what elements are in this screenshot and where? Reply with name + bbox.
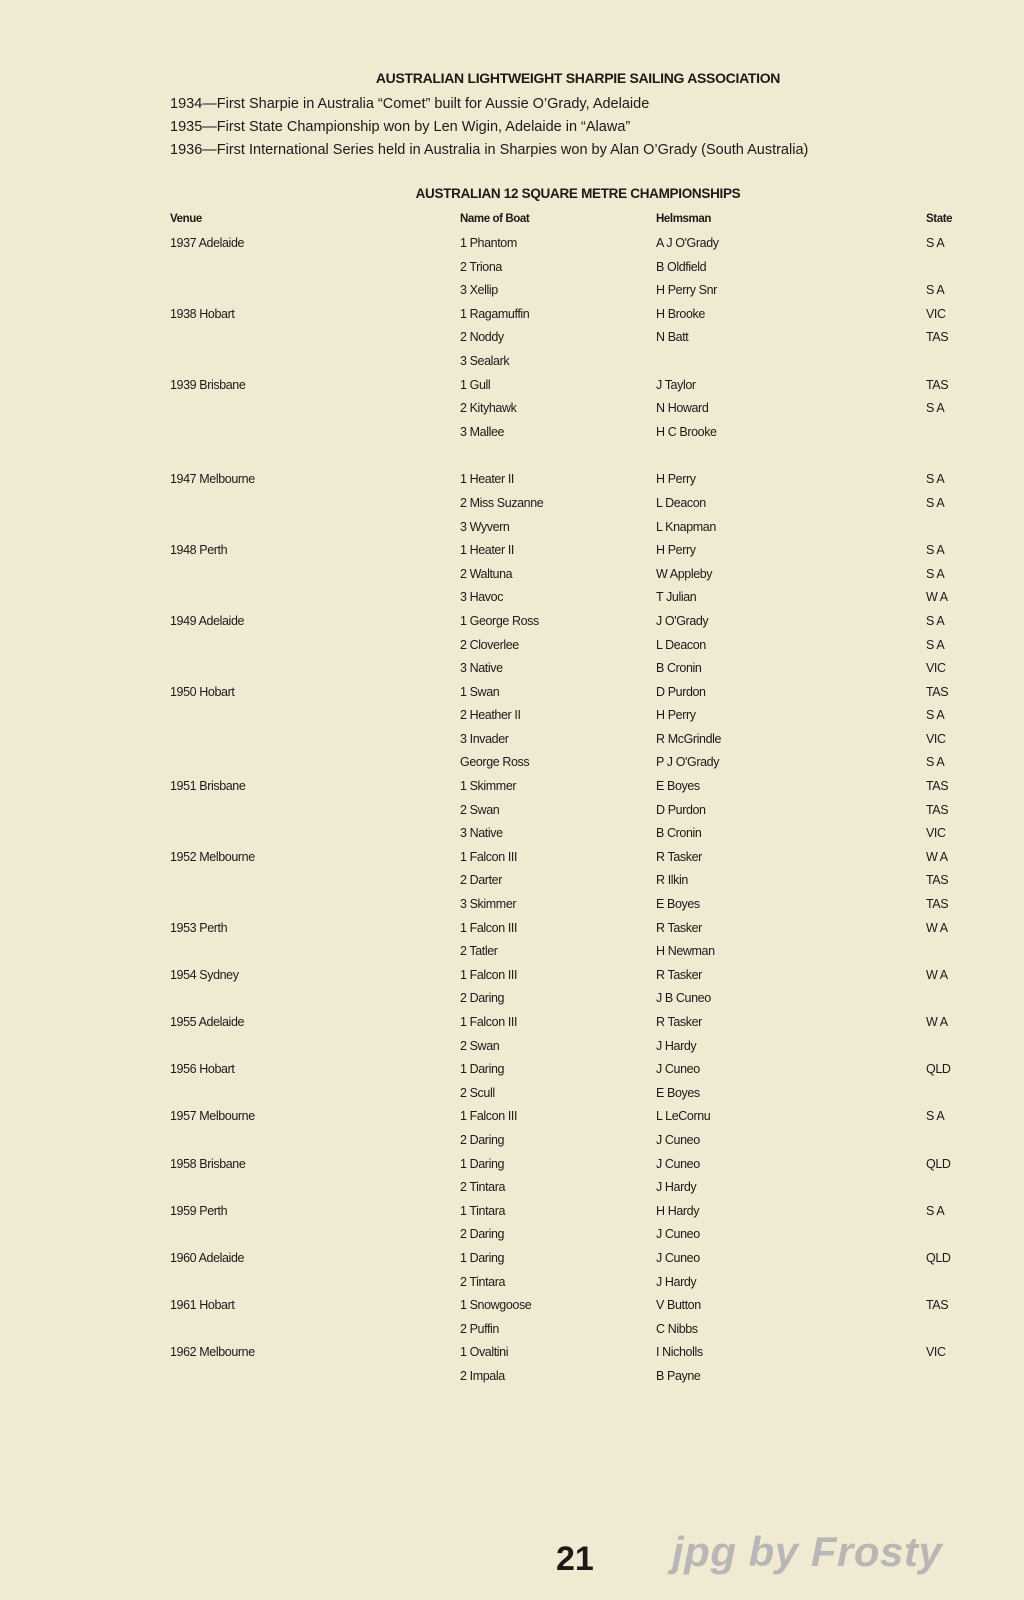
table-row	[0, 422, 1024, 446]
boat-cell: 1 Ragamuffin	[460, 306, 530, 321]
state-cell: VIC	[926, 661, 946, 676]
helmsman-cell: R Tasker	[656, 1015, 702, 1029]
state-cell: TAS	[926, 873, 949, 888]
state-cell: TAS	[926, 802, 949, 817]
row-spacer	[0, 445, 1024, 469]
history-line: 1935—First State Championship won by Len Wigin, Adelaide in “Alawa”	[170, 119, 631, 135]
state-cell: S A	[926, 236, 945, 250]
state-cell: QLD	[926, 1062, 951, 1077]
helmsman-cell: B Payne	[656, 1368, 701, 1383]
boat-cell: 1 Falcon III	[460, 849, 518, 864]
helmsman-column-header: Helmsman	[656, 213, 711, 225]
table-row	[0, 682, 1024, 706]
venue-cell: 1948 Perth	[170, 543, 228, 558]
table-row	[0, 988, 1024, 1012]
table-row	[0, 327, 1024, 351]
helmsman-cell: N Howard	[656, 401, 709, 416]
helmsman-cell: E Boyes	[656, 779, 700, 794]
venue-column-header: Venue	[170, 213, 202, 225]
table-row	[0, 752, 1024, 776]
venue-cell: 1960 Adelaide	[170, 1250, 245, 1265]
helmsman-cell: R McGrindle	[656, 731, 722, 746]
helmsman-cell: J Hardy	[656, 1038, 697, 1053]
boat-cell: 2 Darter	[460, 873, 502, 888]
helmsman-cell: R Tasker	[656, 849, 702, 864]
boat-cell: 3 Mallee	[460, 424, 505, 439]
helmsman-cell: E Boyes	[656, 897, 700, 912]
state-cell: TAS	[926, 897, 949, 912]
boat-cell: 1 Heater II	[460, 543, 514, 558]
table-row	[0, 965, 1024, 989]
state-cell: S A	[926, 637, 945, 652]
helmsman-cell: J O'Grady	[656, 613, 709, 628]
boat-cell: 2 Kityhawk	[460, 401, 517, 416]
boat-cell: 1 Snowgoose	[460, 1298, 532, 1313]
helmsman-cell: J Cuneo	[656, 1250, 700, 1265]
boat-cell: 1 Heater II	[460, 472, 514, 487]
boat-cell: 3 Havoc	[460, 590, 504, 605]
boat-cell: 1 Falcon III	[460, 920, 518, 935]
boat-cell: 1 Daring	[460, 1250, 505, 1265]
boat-cell: 1 Falcon III	[460, 1015, 518, 1029]
boat-cell: 1 Phantom	[460, 236, 517, 250]
helmsman-cell: H Newman	[656, 944, 715, 959]
boat-cell: 1 Falcon III	[460, 1109, 518, 1124]
table-row	[0, 304, 1024, 328]
state-cell: S A	[926, 708, 945, 723]
helmsman-cell: L Knapman	[656, 519, 716, 534]
helmsman-cell: C Nibbs	[656, 1321, 698, 1336]
table-row	[0, 941, 1024, 965]
boat-cell: 2 Tatler	[460, 944, 498, 959]
table-row	[0, 398, 1024, 422]
state-cell: S A	[926, 1109, 945, 1124]
state-cell: S A	[926, 495, 945, 510]
helmsman-cell: J Cuneo	[656, 1156, 700, 1171]
helmsman-cell: R Ilkin	[656, 873, 688, 888]
boat-cell: 2 Cloverlee	[460, 637, 519, 652]
association-title: AUSTRALIAN LIGHTWEIGHT SHARPIE SAILING ASSOCIATION	[375, 70, 781, 86]
table-header	[0, 210, 1024, 233]
boat-cell: 1 Gull	[460, 377, 491, 392]
table-row	[0, 1295, 1024, 1319]
table-row	[0, 1036, 1024, 1060]
table-row	[0, 280, 1024, 304]
boat-cell: 2 Puffin	[460, 1321, 499, 1336]
table-row	[0, 635, 1024, 659]
helmsman-cell: N Batt	[656, 330, 689, 345]
boat-cell: 2 Impala	[460, 1368, 505, 1383]
venue-cell: 1955 Adelaide	[170, 1015, 245, 1029]
venue-cell: 1953 Perth	[170, 920, 228, 935]
state-cell: W A	[926, 967, 948, 982]
helmsman-cell: J Taylor	[656, 377, 696, 392]
helmsman-cell: J Hardy	[656, 1274, 697, 1289]
boat-cell: 2 Tintara	[460, 1180, 506, 1195]
history-list	[170, 93, 808, 162]
table-row	[0, 894, 1024, 918]
boat-cell: 3 Skimmer	[460, 897, 517, 912]
table-row	[0, 1177, 1024, 1201]
boat-cell: 2 Triona	[460, 259, 502, 274]
table-row	[0, 611, 1024, 635]
venue-cell: 1954 Sydney	[170, 967, 239, 982]
venue-cell: 1951 Brisbane	[170, 779, 246, 794]
table-row	[0, 823, 1024, 847]
helmsman-cell: L LeCornu	[656, 1109, 711, 1124]
boat-cell: 1 George Ross	[460, 613, 539, 628]
boat-cell: 2 Daring	[460, 991, 505, 1006]
state-cell: VIC	[926, 1345, 946, 1360]
table-row	[0, 1154, 1024, 1178]
boat-cell: 3 Sealark	[460, 353, 510, 368]
state-cell: TAS	[926, 330, 949, 345]
boat-cell: 2 Waltuna	[460, 566, 513, 581]
venue-cell: 1950 Hobart	[170, 684, 235, 699]
helmsman-cell: E Boyes	[656, 1085, 700, 1100]
table-row	[0, 257, 1024, 281]
helmsman-cell: L Deacon	[656, 637, 706, 652]
helmsman-cell: J B Cuneo	[656, 991, 711, 1006]
venue-cell: 1961 Hobart	[170, 1298, 235, 1313]
boat-cell: 2 Swan	[460, 1038, 500, 1053]
boat-cell: 3 Invader	[460, 731, 509, 746]
helmsman-cell: B Cronin	[656, 661, 702, 676]
venue-cell: 1962 Melbourne	[170, 1345, 255, 1360]
state-column-header: State	[926, 213, 953, 225]
table-row	[0, 1248, 1024, 1272]
boat-cell: 3 Xellip	[460, 283, 498, 298]
helmsman-cell: I Nicholls	[656, 1345, 703, 1360]
table-row	[0, 1319, 1024, 1343]
boat-cell: 2 Noddy	[460, 330, 504, 345]
table-row	[0, 800, 1024, 824]
table-row	[0, 658, 1024, 682]
boat-cell: 1 Swan	[460, 684, 500, 699]
watermark: jpg by Frosty	[672, 1528, 943, 1575]
helmsman-cell: T Julian	[656, 590, 697, 605]
state-cell: W A	[926, 920, 948, 935]
helmsman-cell: R Tasker	[656, 920, 702, 935]
boat-cell: 1 Daring	[460, 1156, 505, 1171]
table-row	[0, 469, 1024, 493]
venue-cell: 1958 Brisbane	[170, 1156, 246, 1171]
boat-cell: 1 Daring	[460, 1062, 505, 1077]
boat-cell: 3 Native	[460, 661, 503, 676]
state-cell: TAS	[926, 684, 949, 699]
helmsman-cell: D Purdon	[656, 802, 706, 817]
helmsman-cell: P J O'Grady	[656, 755, 720, 770]
table-row	[0, 517, 1024, 541]
venue-cell: 1947 Melbourne	[170, 472, 255, 487]
state-cell: TAS	[926, 1298, 949, 1313]
state-cell: S A	[926, 472, 945, 487]
venue-cell: 1937 Adelaide	[170, 236, 245, 250]
boat-cell: 1 Falcon III	[460, 967, 518, 982]
boat-cell: 1 Tintara	[460, 1203, 506, 1218]
table-row	[0, 1106, 1024, 1130]
table-row	[0, 493, 1024, 517]
table-row	[0, 1224, 1024, 1248]
boat-cell: 2 Heather II	[460, 708, 521, 723]
helmsman-cell: B Oldfield	[656, 259, 707, 274]
boat-cell: 2 Scull	[460, 1085, 495, 1100]
state-cell: W A	[926, 1015, 948, 1029]
state-cell: QLD	[926, 1250, 951, 1265]
helmsman-cell: L Deacon	[656, 495, 706, 510]
state-cell: S A	[926, 1203, 945, 1218]
results-table	[0, 210, 1024, 1390]
boat-cell: 1 Ovaltini	[460, 1345, 509, 1360]
helmsman-cell: R Tasker	[656, 967, 702, 982]
table-row	[0, 351, 1024, 375]
helmsman-cell: A J O'Grady	[656, 236, 719, 250]
table-row	[0, 375, 1024, 399]
boat-cell: 3 Native	[460, 826, 503, 841]
helmsman-cell: H Perry	[656, 543, 696, 558]
boat-cell: 1 Skimmer	[460, 779, 517, 794]
table-row	[0, 587, 1024, 611]
helmsman-cell: J Cuneo	[656, 1132, 700, 1147]
helmsman-cell: J Cuneo	[656, 1062, 700, 1077]
table-row	[0, 1059, 1024, 1083]
table-row	[0, 1342, 1024, 1366]
boat-cell: 3 Wyvern	[460, 519, 510, 534]
state-cell: VIC	[926, 731, 946, 746]
boat-cell: 2 Tintara	[460, 1274, 506, 1289]
state-cell: VIC	[926, 306, 946, 321]
venue-cell: 1949 Adelaide	[170, 613, 245, 628]
table-row	[0, 705, 1024, 729]
state-cell: TAS	[926, 779, 949, 794]
table-row	[0, 847, 1024, 871]
table-row	[0, 729, 1024, 753]
table-row	[0, 1012, 1024, 1036]
state-cell: S A	[926, 401, 945, 416]
helmsman-cell: J Hardy	[656, 1180, 697, 1195]
state-cell: TAS	[926, 377, 949, 392]
helmsman-cell: H Perry Snr	[656, 283, 717, 298]
table-row	[0, 1130, 1024, 1154]
table-row	[0, 564, 1024, 588]
history-line: 1934—First Sharpie in Australia “Comet” built for Aussie O’Grady, Adelaide	[170, 96, 650, 112]
table-row	[0, 540, 1024, 564]
state-cell: QLD	[926, 1156, 951, 1171]
helmsman-cell: H C Brooke	[656, 424, 717, 439]
table-row	[0, 1201, 1024, 1225]
boat-cell: 2 Daring	[460, 1227, 505, 1242]
venue-cell: 1956 Hobart	[170, 1062, 235, 1077]
state-cell: S A	[926, 755, 945, 770]
table-row	[0, 918, 1024, 942]
venue-cell: 1939 Brisbane	[170, 377, 246, 392]
boat-cell: 2 Daring	[460, 1132, 505, 1147]
state-cell: S A	[926, 543, 945, 558]
state-cell: S A	[926, 566, 945, 581]
venue-cell: 1959 Perth	[170, 1203, 228, 1218]
table-row	[0, 1083, 1024, 1107]
state-cell: S A	[926, 283, 945, 298]
helmsman-cell: J Cuneo	[656, 1227, 700, 1242]
helmsman-cell: H Brooke	[656, 306, 705, 321]
helmsman-cell: B Cronin	[656, 826, 702, 841]
boat-cell: George Ross	[460, 755, 530, 770]
table-row	[0, 1366, 1024, 1390]
state-cell: W A	[926, 849, 948, 864]
table-row	[0, 233, 1024, 257]
state-cell: W A	[926, 590, 948, 605]
boat-cell: 2 Miss Suzanne	[460, 495, 544, 510]
helmsman-cell: H Perry	[656, 708, 696, 723]
helmsman-cell: D Purdon	[656, 684, 706, 699]
boat-cell: 2 Swan	[460, 802, 500, 817]
helmsman-cell: V Button	[656, 1298, 701, 1313]
table-row	[0, 870, 1024, 894]
venue-cell: 1957 Melbourne	[170, 1109, 255, 1124]
boat-column-header: Name of Boat	[460, 213, 530, 225]
history-line: 1936—First International Series held in Australia in Sharpies won by Alan O’Grady (South Australia)	[170, 142, 809, 158]
championships-title: AUSTRALIAN 12 SQUARE METRE CHAMPIONSHIPS	[415, 186, 741, 201]
table-row	[0, 776, 1024, 800]
venue-cell: 1938 Hobart	[170, 306, 235, 321]
table-row	[0, 1272, 1024, 1296]
state-cell: S A	[926, 613, 945, 628]
state-cell: VIC	[926, 826, 946, 841]
page-number: 21	[556, 1540, 594, 1578]
venue-cell: 1952 Melbourne	[170, 849, 255, 864]
helmsman-cell: H Hardy	[656, 1203, 700, 1218]
helmsman-cell: H Perry	[656, 472, 696, 487]
helmsman-cell: W Appleby	[656, 566, 713, 581]
